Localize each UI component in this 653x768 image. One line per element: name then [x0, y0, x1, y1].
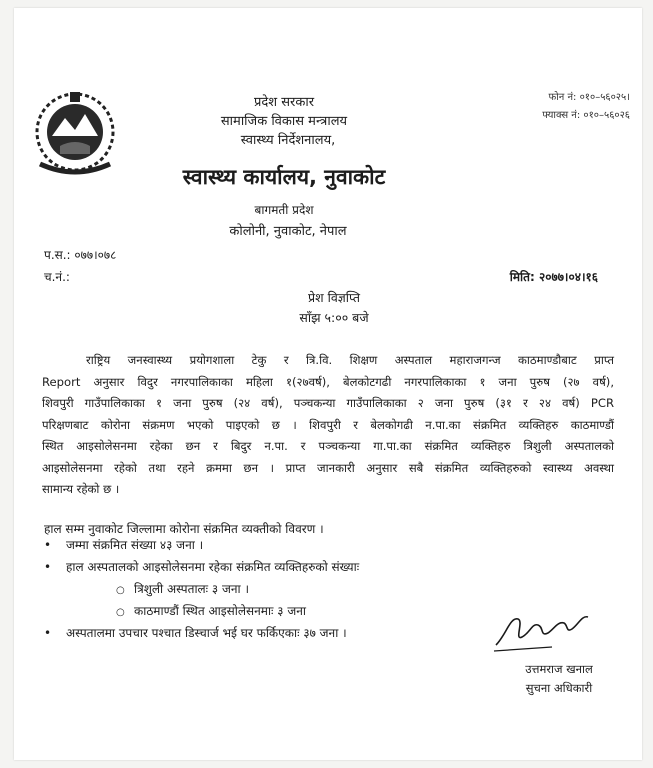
phone-number: फोन नं: ०१०–५६०२५। [548, 92, 630, 103]
body-line: Report अनुसार विदुर नगरपालिकाका महिला १(२७वर्ष), बेलकोटगढी नगरपालिकाका १ जना पुरुष (२७ वर्ष), [42, 374, 614, 389]
letter-number: प.स.: ०७७।०७८ [44, 248, 117, 262]
body-paragraph [42, 350, 614, 501]
body-line: सामान्य रहेको छ । [42, 482, 120, 496]
bullet-icon: • [44, 560, 52, 574]
sub-list-item [116, 580, 249, 597]
bullet-icon: • [44, 626, 52, 640]
header-ministry: सामाजिक विकास मन्त्रालय [220, 114, 348, 129]
bullet-icon: • [44, 538, 52, 552]
office-title: स्वास्थ्य कार्यालय, नुवाकोट [182, 165, 386, 189]
total-infected: जम्मा संक्रमित संख्या ४३ जना । [66, 538, 204, 552]
letter-date: मिति: २०७७।०४।१६ [509, 270, 598, 284]
list-item [44, 536, 203, 553]
trishuli-hospital-count: त्रिशुली अस्पतालः ३ जना । [134, 582, 250, 596]
body-line: आइसोलेसनमा रहेको तथा रहने क्रममा छन । प्राप्त जानकारी अनुसार सबै संक्रमित व्यक्तिहरुको स्वास्थ्य अवस्था [42, 460, 614, 475]
subject-title: प्रेश विज्ञप्ति [308, 290, 360, 305]
body-line: राष्ट्रिय जनस्वास्थ्य प्रयोगशाला टेकु र त्रि.वि. शिक्षण अस्पताल महाराजगन्ज काठमाण्डौबाट प्राप्त [86, 353, 614, 367]
handwritten-signature [492, 605, 596, 655]
body-line: परिक्षणबाट कोरोना संक्रमण भएको पाइएको छ । शिवपुरी र बेलकोगढी न.पा.का संक्रमित व्यक्तिहरु काठमाण्डौं [42, 417, 614, 432]
signatory-name: उत्तमराज खनाल [525, 662, 593, 676]
sub-list-item [116, 602, 306, 619]
circle-bullet-icon: ○ [116, 607, 125, 618]
fax-number: फ्याक्स नं: ०१०–५६०२६ [542, 110, 630, 121]
header-directorate: स्वास्थ्य निर्देशनालय, [240, 133, 336, 148]
subject-time: साँझ ५:०० बजे [299, 310, 369, 325]
body-line: शिवपुरी गाउँपालिकाका १ जना पुरुष (२४ वर्ष), पञ्चकन्या गाउँपालिकाका २ जना पुरुष (३१ र २४ वर्ष) PCR [42, 396, 614, 410]
dispatch-number: च.नं.: [44, 270, 70, 284]
discharged-count: अस्पतालमा उपचार पश्चात डिस्चार्ज भई घर फर्किएकाः ३७ जना । [66, 626, 347, 640]
press-release-page [14, 8, 642, 760]
summary-title: हाल सम्म नुवाकोट जिल्लामा कोरोना संक्रमित व्यक्तीको विवरण । [44, 522, 324, 536]
header-province: बागमती प्रदेश [254, 203, 314, 217]
list-item [44, 558, 359, 575]
kathmandu-isolation-count: काठमाण्डौं स्थित आइसोलेसनमाः ३ जना [134, 604, 307, 618]
signatory-position: सुचना अधिकारी [525, 681, 593, 695]
circle-bullet-icon: ○ [116, 585, 125, 596]
signatory-block [514, 662, 604, 696]
header-government: प्रदेश सरकार [253, 95, 315, 110]
list-item [44, 624, 347, 641]
body-line: स्थित आइसोलेसनमा रहेका छन र बिदुर न.पा. र पञ्चकन्या गा.पा.का संक्रमित व्यक्तिहरु त्रिशुली अस्पतालको [42, 439, 614, 453]
isolation-count-heading: हाल अस्पतालको आइसोलेसनमा रहेका संक्रमित व्यक्तिहरुको संख्याः [66, 560, 360, 574]
header-address: कोलोनी, नुवाकोट, नेपाल [229, 224, 347, 239]
